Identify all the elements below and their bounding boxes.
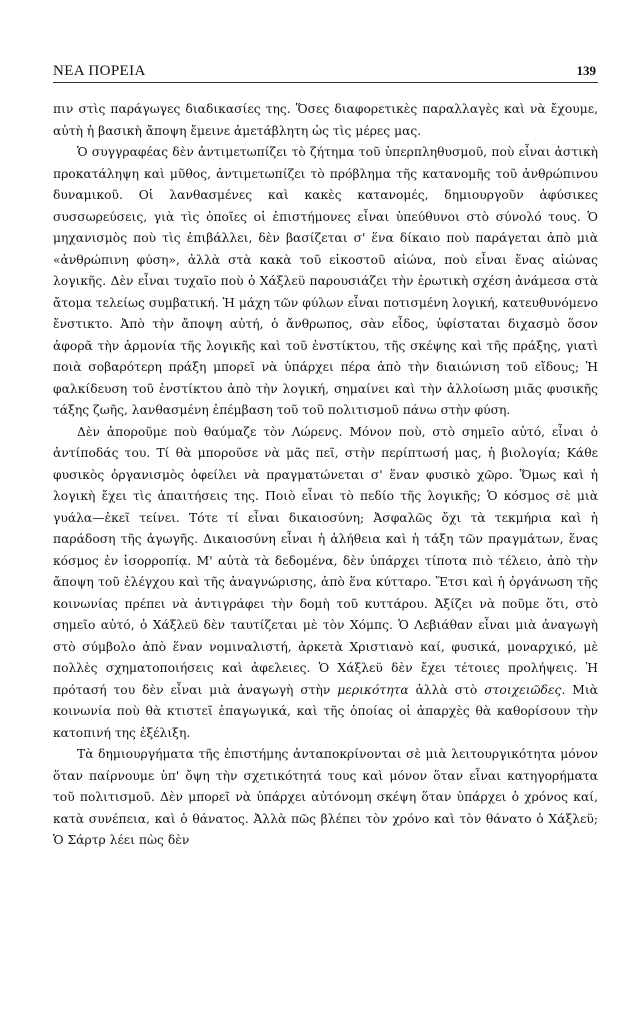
paragraph-4	[53, 744, 598, 852]
paragraph-text: . Μιὰ κοινωνία ποὺ θὰ κτιστεῖ ἐπαγωγικά, καὶ τῆς ὁποίας οἱ ἀπαρχὲς θὰ καθορίσουν τὴν κατοπινή της ἐξέλιξη.	[53, 682, 598, 740]
paragraph-1	[53, 99, 598, 142]
italic-term-merikotita: μερικότητα	[337, 682, 409, 697]
paragraph-text: Ὁ συγγραφέας δὲν ἀντιμετωπίζει τὸ ζήτημα τοῦ ὑπερπληθυσμοῦ, ποὺ εἶναι ἀστικὴ προκατάληψη καὶ μῦθος, ἀντιμετωπίζει τὸ πρόβλημα τῆς κατανομῆς τοῦ ἀνθρώπινου δυναμικοῦ. Οἱ λανθασμένες καὶ κακὲς κατανομές, δημιουργοῦν ἀφύσικες συσσωρεύσεις, γιὰ τὶς ὁποῖες οἱ ἐπιστήμονες εἶναι ὑπεύθυνοι στὸ σύνολό τους. Ὁ μηχανισμὸς ποὺ τὶς ἐπιβάλλει, δὲν βασίζεται σ' ἕνα δίκαιο ποὺ παράγεται ἀπὸ μιὰ «ἀνθρώπινη φύση», ἀλλὰ στὰ κακὰ τοῦ εἰκοστοῦ αἰώνα, ποὺ εἶναι ἕνας αἰώνας λογικῆς. Δὲν εἶναι τυχαῖο ποὺ ὁ Χάξλεϋ παρουσιάζει τὴν ἐρωτικὴ σχέση ἀνάμεσα στὰ ἄτομα τελείως συμβατική. Ἡ μάχη τῶν φύλων εἶναι ποτισμένη λογική, κατευθυνόμενο ἔνστικτο. Ἀπὸ τὴν ἄποψη αὐτή, ὁ ἄνθρωπος, σὰν εἶδος, ὑφίσταται διχασμὸ ὅσον ἀφορᾶ τὴν ἁρμονία τῆς λογικῆς καὶ τοῦ ἐνστίκτου, τῆς σκέψης καὶ τῆς πράξης, γιατὶ ποιὰ σοβαρότερη πράξη μπορεῖ νὰ ὑπάρχει πέρα ἀπὸ τὴν διαιώνιση τοῦ εἴδους; Ἡ φαλκίδευση τοῦ ἐνστίκτου ἀπὸ τὴν λογική, σημαίνει καὶ τὴν ἀλλοίωση μιᾶς φυσικῆς τάξης ζωῆς, λανθασμένη ἐπέμβαση τοῦ τοῦ πολιτισμοῦ πάνω στὴν φύση.	[53, 145, 598, 417]
italic-term-stoicheiodes: στοιχειῶδες	[484, 682, 562, 697]
paragraph-text: ἀλλὰ στὸ	[408, 682, 485, 697]
paragraph-text: Δὲν ἀποροῦμε ποὺ θαύμαζε τὸν Λώρενς. Μόνον ποὺ, στὸ σημεῖο αὐτό, εἶναι ὁ ἀντίποδάς του. Τί θὰ μποροῦσε νὰ μᾶς πεῖ, στὴν περίπτωσή μας, ἡ βιολογία; Κάθε φυσικὸς ὀργανισμὸς ὀφείλει νὰ πραγματώνεται σ' ἕναν φυσικὸ χῶρο. Ὅμως καὶ ἡ λογικὴ ἔχει τὶς ἀπαιτήσεις της. Ποιὸ εἶναι τὸ πεδίο τῆς λογικῆς; Ὁ κόσμος σὲ μιὰ γυάλα—ἐκεῖ τείνει. Τότε τί εἶναι δικαιοσύνη; Ἀσφαλῶς ὄχι τὰ τεκμήρια καὶ ἡ παράδοση τῆς ἀγωγῆς. Δικαιοσύνη εἶναι ἡ ἀλήθεια καὶ ἡ τάξη τῶν πραγμάτων, ἕνας κόσμος ἐν ἰσορροπίᾳ. Μ' αὐτὰ τὰ δεδομένα, δὲν ὑπάρχει τίποτα πιὸ τέλειο, ἀπὸ τὴν ἄποψη τοῦ ἐλέγχου καὶ τῆς ἀναγνώρισης, ἀπὸ ἕνα κύτταρο. Ἔτσι καὶ ἡ ὀργάνωση τῆς κοινωνίας πρέπει νὰ ἀντιγράφει τὴν δομὴ τοῦ κυττάρου. Ἀξίζει νὰ ποῦμε ὅτι, στὸ σημεῖο αὐτό, ὁ Χάξλεϋ δὲν ταυτίζεται μὲ τὸν Χόμπς. Ὁ Λεβιάθαν εἶναι μιὰ ἀναγωγὴ στὸ σύμβολο ἀπὸ ἕναν νομιναλιστή, ἀρκετὰ Χριστιανὸ καί, φυσικά, μοναρχικό, μὲ πολλὲς σχηματοποιήσεις καὶ ἀφελειες. Ὁ Χάξλεϋ δὲν ἔχει τέτοιες προλήψεις. Ἡ πρότασή του δὲν εἶναι μιὰ ἀναγωγὴ στὴν	[53, 424, 598, 697]
body-text	[53, 99, 598, 852]
paragraph-2	[53, 142, 598, 422]
paragraph-3	[53, 422, 598, 745]
page-number: 139	[576, 63, 596, 78]
paragraph-text: Τὰ δημιουργήματα τῆς ἐπιστήμης ἀνταποκρίνονται σὲ μιὰ λειτουργικότητα μόνον ὅταν παίρνουμε ὑπ' ὄψη τὴν σχετικότητά τους καὶ μόνον ὅταν εἶναι κατηγορήματα τοῦ πολιτισμοῦ. Δὲν μπορεῖ νὰ ὑπάρχει αὐτόνομη σκέψη ὅταν ὑπάρχει ὁ χρόνος καί, κατὰ συνέπεια, καὶ ὁ θάνατος. Ἀλλὰ πῶς βλέπει τὸν χρόνο καὶ τὸν θάνατο ὁ Χάξλεϋ; Ὁ Σάρτρ λέει πὼς δὲν	[53, 747, 598, 847]
running-header	[53, 62, 598, 83]
journal-title: ΝΕΑ ΠΟΡΕΙΑ	[53, 63, 146, 79]
paragraph-text: πιν στὶς παράγωγες διαδικασίες της. Ὅσες διαφορετικὲς παραλλαγὲς καὶ νὰ ἔχουμε, αὐτὴ ἡ βασικὴ ἄποψη ἔμεινε ἀμετάβλητη ὡς τὶς μέρες μας.	[53, 102, 598, 138]
